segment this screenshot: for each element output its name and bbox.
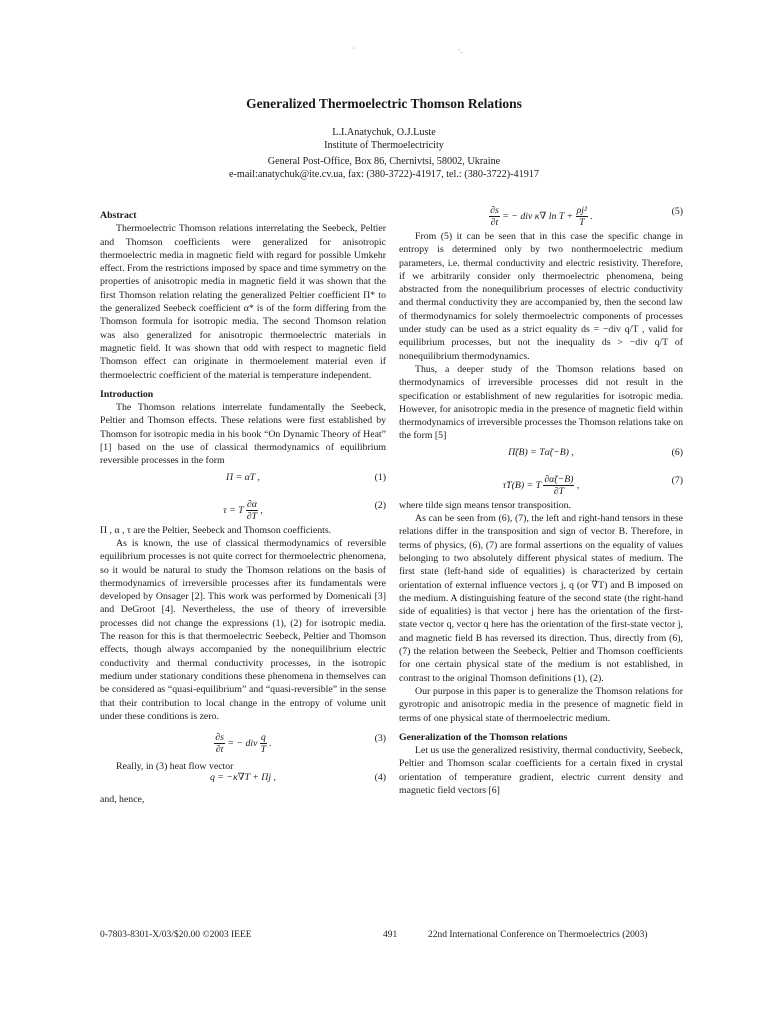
abstract-heading: Abstract (100, 210, 137, 221)
right-paragraph-1: From (5) it can be seen that in this case the specific change in entropy is determined only by two nonthermoelectric medium parameters, i.e. thermal conductivity and electric resistivity. Therefore, if we arbitrarily consider only thermoelectric phenomena, being abstracted from the nonequilibrium processes of electric conductivity and thermal conductivity they are accompanied by, then the second law of thermodynamics for solely thermoelectric components of processes under study can be used as a strict equality ds = −div q/T , valid for equilibrium processes, but not the inequality ds > −div q/T of nonequilibrium thermodynamics. (399, 231, 683, 362)
equation-5-numerator-2: ρj² (576, 205, 587, 216)
equation-5: $\frac{\partial s}{\partial t}$ = − div κ∇ ln T + $\frac{\text{ρj²}}{T}$ . (5) (490, 205, 683, 228)
equation-2-denominator: ∂T (246, 510, 258, 522)
equation-2-fraction (246, 499, 258, 522)
right-paragraph-6: Let us use the generalized resistivity, thermal conductivity, Seebeck, Peltier and Thomson scalar coefficients for a certain fixed in crystal orientation of temperature gradient, electric current density and magnetic field vectors [6] (399, 745, 683, 796)
intro-paragraph-1: The Thomson relations interrelate fundamentally the Seebeck, Peltier and Thomson effects. These relations were first established by Thomson for isotropic media in his book “On Dynamic Theory of Heat” [1] based on the use of classical thermodynamics of equilibrium reversible processes in the form (100, 402, 386, 467)
equation-7-numerator: ∂α̃(−B) (544, 473, 574, 485)
equation-7: τ̃T(B) = T $\frac{\partial\alphã(-B)}{\partial T}$ , (7) (502, 473, 683, 497)
equation-4-body: q = −κ∇T + Πj , (209, 772, 277, 784)
footer-copyright: 0-7803-8301-X/03/$20.00 ©2003 IEEE (100, 930, 252, 940)
equation-2: τ = T $\frac{\partial\alpha}{\partial T}$ , (2) (223, 498, 386, 522)
equation-3-denominator: ∂t (215, 744, 224, 756)
intro-heading: Introduction (100, 388, 154, 400)
equation-1-body: Π = αT , (226, 471, 260, 483)
and-hence: and, hence, (100, 794, 145, 806)
equation-6-body: Π̃(B) = Tα̃(−B) , (508, 446, 574, 458)
equation-4 (100, 757, 386, 784)
equation-5-number: (5) (671, 206, 683, 217)
equation-2-lhs: τ = T (223, 504, 244, 516)
equation-3-number: (3) (374, 733, 386, 745)
equation-3-numerator: ∂s (215, 732, 224, 744)
section-heading: Generalization of the Thomson relations (399, 731, 568, 743)
equation-5-middle: = − div κ∇ ln T + (502, 210, 574, 222)
equation-3-denominator-2: T (260, 744, 267, 756)
equation-4-number: (4) (374, 772, 386, 784)
equation-5-denominator-2: T (579, 217, 585, 228)
page-number: 491 (383, 930, 398, 940)
equation-2-number: (2) (374, 499, 386, 511)
equation-6-number: (6) (671, 446, 683, 458)
scan-mark: · (352, 44, 355, 53)
equation-2-numerator: ∂α (246, 498, 257, 510)
equation-3-middle: = − div (227, 737, 258, 749)
scan-mark: ·. (458, 46, 463, 55)
footer-conference: 22nd International Conference on Thermoelectrics (2003) (428, 930, 648, 940)
equation-5-numerator: ∂s (490, 205, 499, 216)
right-column (399, 196, 683, 797)
right-paragraph-4: As can be seen from (6), (7), the left and right-hand tensors in these relations differ in the transposition and sign of vector B. Therefore, in terms of physics, (6), (7) are formal assertions on the equality of values belonging to two absolutely different physical states of medium. The first state (left-hand side of equalities) is characterized by certain orientation of external influence vectors j, q (or ∇T) and B imposed on the medium. A distinguishing feature of the second state (the right-hand side of equalities) is that vector j here has the orientation of the first-state vector q, vector q here has the orientation of the first-state vector j, and magnetic field B has reversed its direction. Thus, directly from (6), (7) the relation between the Seebeck, Peltier and Thomson coefficients for one certain physical state of the medium is not established, in contrast to the original Thomson definitions (1), (2). (399, 513, 683, 684)
right-paragraph-2: Thus, a deeper study of the Thomson relations based on thermodynamics of irreversible processes did not result in the specification or establishment of new regularities for isotropic media. However, for anisotropic media in the presence of magnetic field within thermodynamics of irreversible processes the Thomson relations take on the form [5] (399, 363, 683, 442)
equation-4-intro: Really, in (3) heat flow vector (116, 761, 234, 773)
equation-3-numerator-2: q (260, 732, 266, 744)
equation-7-denominator: ∂T (553, 485, 565, 497)
address: General Post-Office, Box 86, Chernivtsi, 58002, Ukraine (267, 156, 501, 167)
abstract-text: Thermoelectric Thomson relations interrelating the Seebeck, Peltier and Thomson coefficients were generalized for anisotropic thermoelectric media in magnetic field with regard for possible Umkehr effect. From the restrictions imposed by space and time symmetry on the properties of anisotropic media in magnetic field it was shown that the first Thomson relation relating the generalized Peltier coefficient Π* to the generalized Seebeck coefficient α* is of the form differing from the Thomson formula for isotropic media. The second Thomson relation was also generalized for anisotropic thermoelectric materials in magnetic field. It was shown that odd with respect to magnetic field Thomson effect can originate in thermoelement material even if thermoelectric coefficient of the material is temperature independent. (100, 223, 386, 381)
right-paragraph-3: where tilde sign means tensor transposition. (399, 499, 571, 511)
right-paragraph-5: Our purpose in this paper is to generalize the Thomson relations for gyrotropic and anisotropic media in the presence of magnetic field in terms of one physical state of thermoelectric medium. (399, 685, 683, 724)
equation-6 (399, 443, 683, 465)
equation-1 (100, 468, 386, 490)
left-column (100, 205, 386, 806)
authors: L.I.Anatychuk, O.J.Luste (332, 127, 436, 138)
paper-title: Generalized Thermoelectric Thomson Relations (246, 96, 522, 111)
equation-5-denominator: ∂t (490, 217, 499, 228)
equation-1-number: (1) (374, 471, 386, 483)
contact: e-mail:anatychuk@ite.cv.ua, fax: (380-3722)-41917, tel.: (380-3722)-41917 (228, 169, 539, 180)
intro-paragraph-2: As is known, the use of classical thermodynamics of reversible equilibrium processes is not quite correct for thermoelectric phenomena, so it would be natural to study the Thomson relations on the basis of thermodynamics of irreversible processes after its fundamentals were developed by Onsager [2]. This work was performed by Domenicali [3] and DeGroot [4]. Nevertheless, the use of theory of irreversible processes did not change the expressions (1), (2) for isotropic media. The reason for this is that thermoelectric Seebeck, Peltier and Thomson effects, though always accompanied by the nonequilibrium electric conductivity and thermal conductivity processes, in the isotropic medium under stationary conditions these phenomena in themselves can be considered as “quasi-equilibrium” and “quasi-reversible” in the sense that their contribution to local change in the entropy of volume unit under these conditions is zero. (100, 537, 386, 722)
equation-7-number: (7) (671, 474, 683, 486)
institute: Institute of Thermoelectricity (324, 140, 444, 151)
equation-3: $\frac{\partial s}{\partial t}$ = − div $\frac{q}{T}$ . (3) (215, 732, 386, 756)
equation-7-lhs: τ̃T(B) = T (502, 479, 541, 491)
symbols-line: Π , α , τ are the Peltier, Seebeck and Thomson coefficients. (100, 524, 332, 536)
